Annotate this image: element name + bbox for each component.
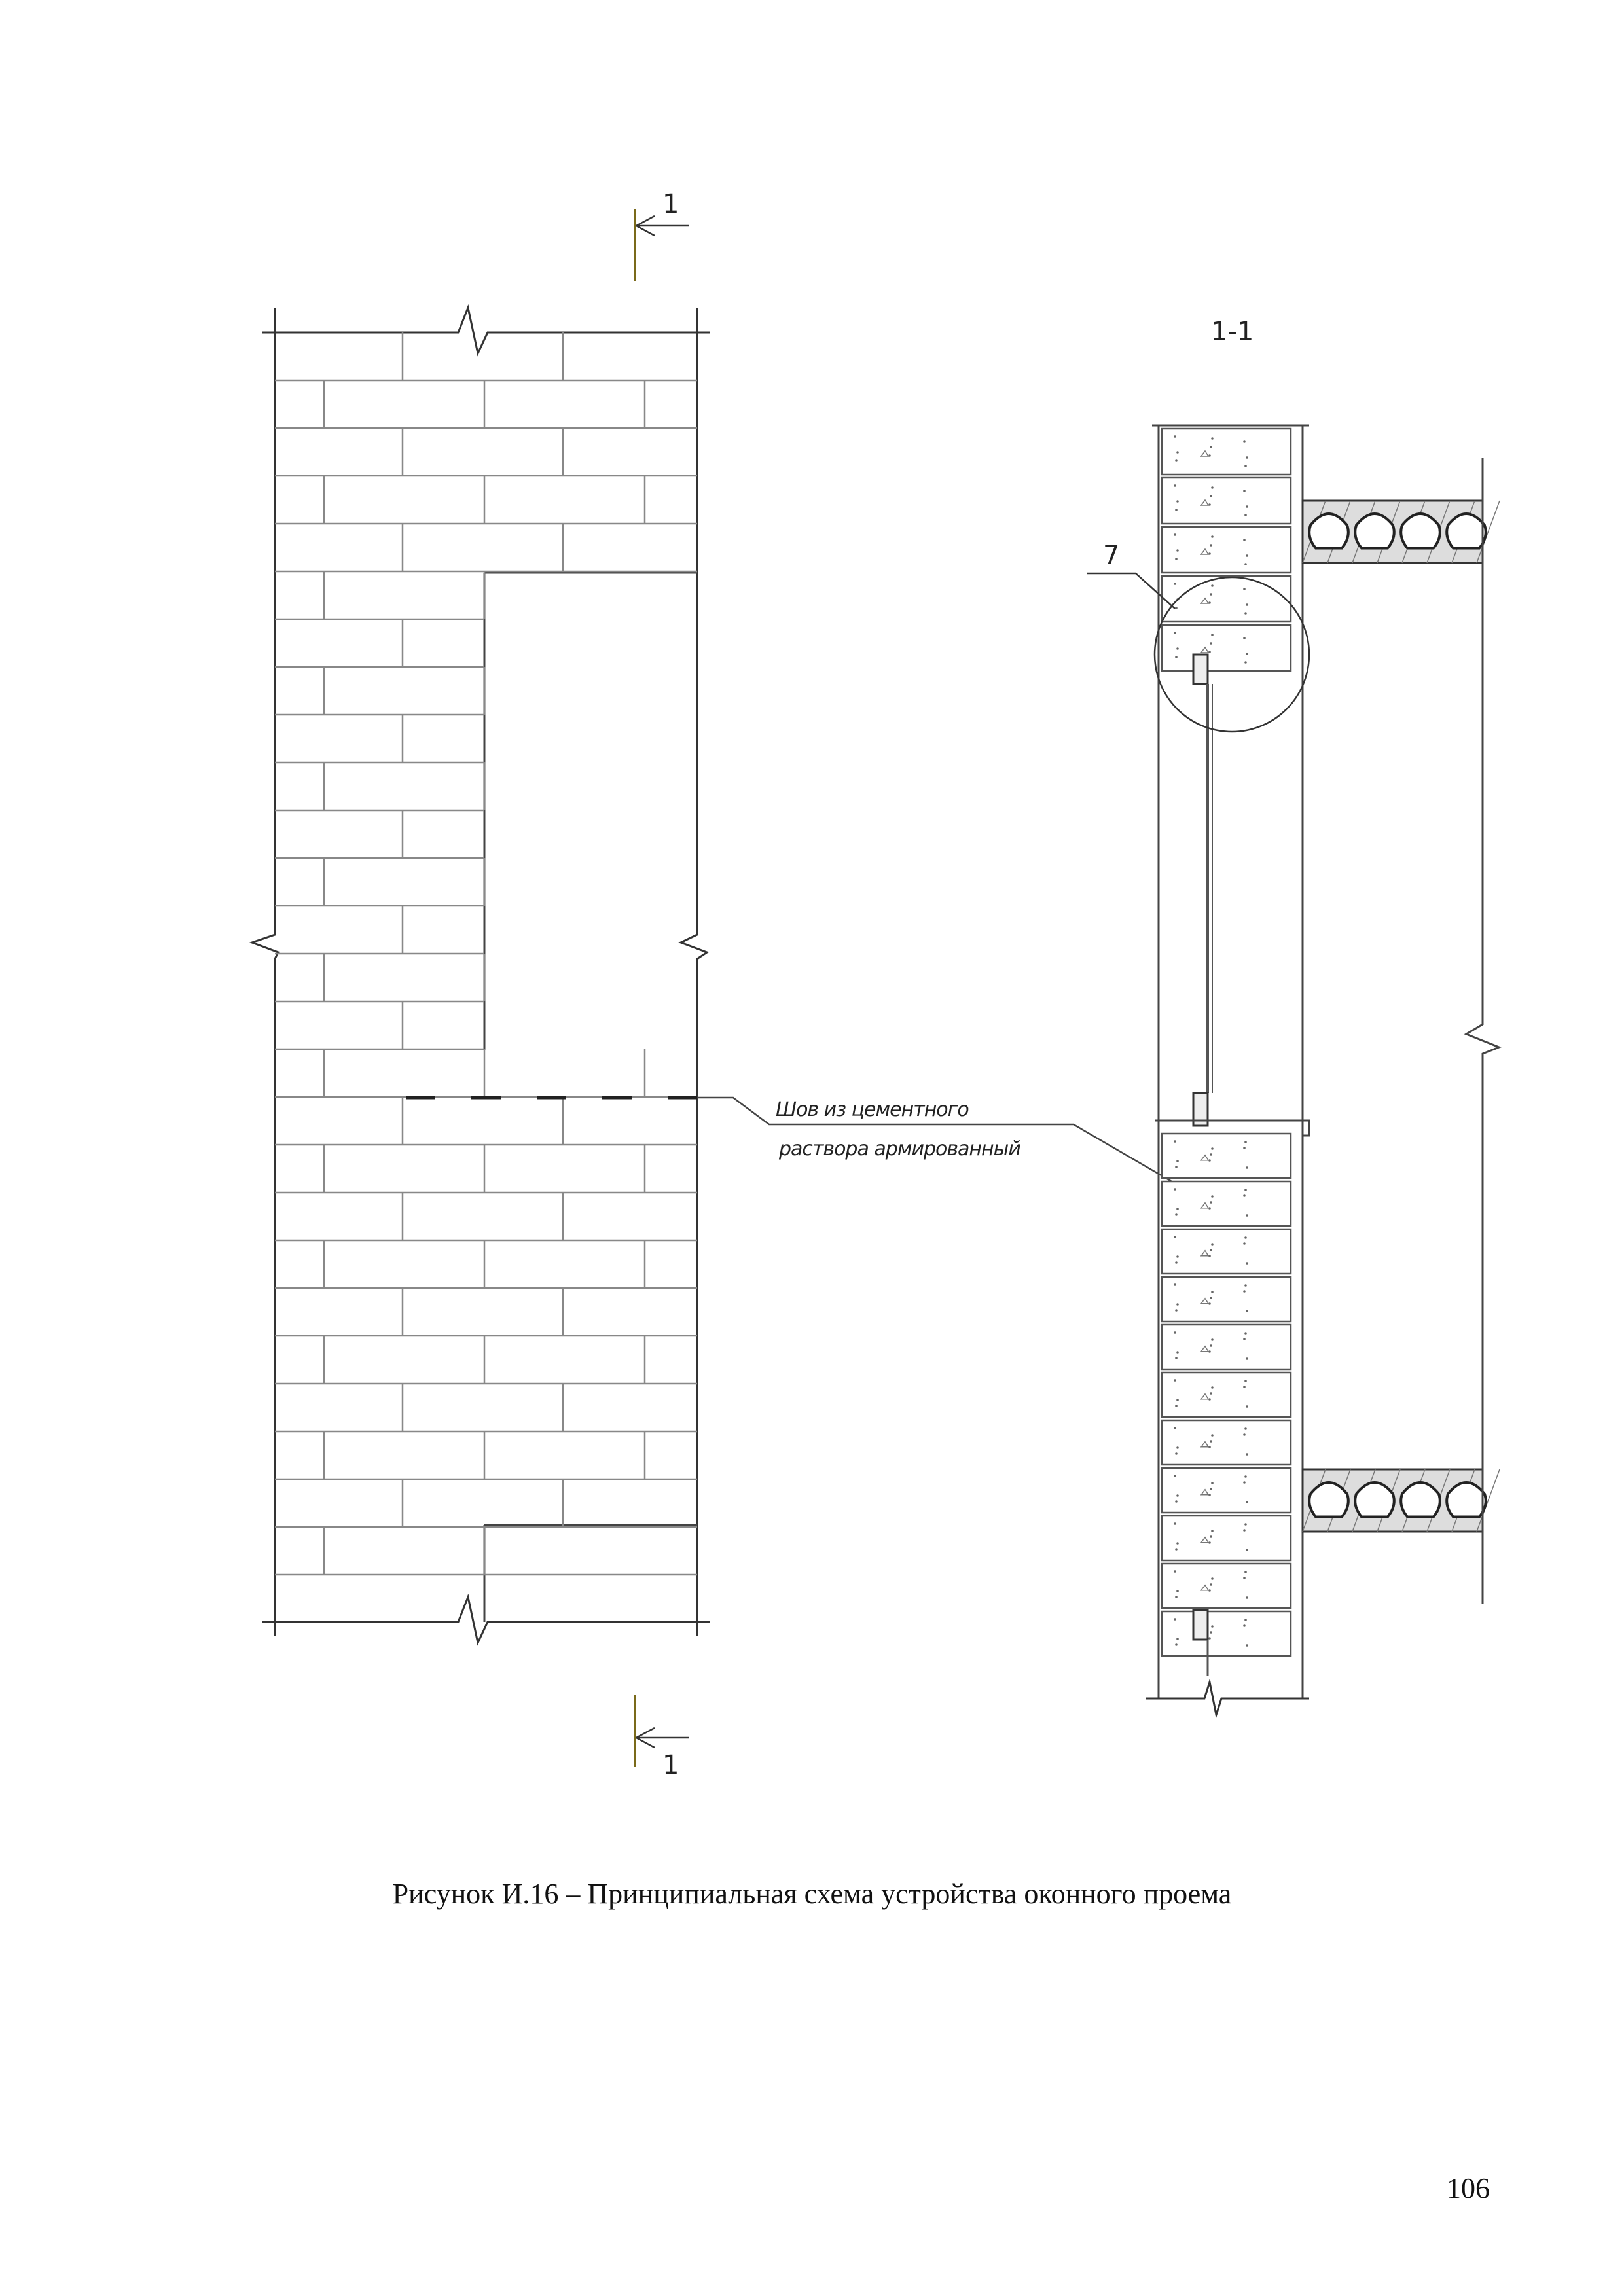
block-texture-dot bbox=[1176, 451, 1179, 454]
block-texture-dot bbox=[1210, 1583, 1212, 1586]
block-texture-dot bbox=[1244, 465, 1247, 467]
annotation-line-1: Шов из цементного bbox=[776, 1098, 969, 1121]
slab-void bbox=[1355, 514, 1394, 548]
aerated-block bbox=[1162, 625, 1291, 671]
block-texture-dot bbox=[1176, 1446, 1179, 1449]
annotation-line-2: раствора армированный bbox=[779, 1138, 1020, 1160]
block-texture-dot bbox=[1211, 1386, 1214, 1389]
elevation-right-edge bbox=[681, 308, 707, 1636]
block-texture-dot bbox=[1176, 549, 1179, 552]
block-texture-dot bbox=[1174, 1283, 1176, 1286]
aerated-block bbox=[1162, 1372, 1291, 1417]
page-number: 106 bbox=[1447, 2172, 1490, 2204]
brick-courses bbox=[275, 332, 697, 1575]
block-texture-dot bbox=[1174, 1331, 1176, 1334]
block-texture-dot bbox=[1176, 1399, 1179, 1401]
block-texture-dot bbox=[1243, 1529, 1246, 1532]
block-texture-dot bbox=[1244, 1571, 1247, 1573]
block-texture-dot bbox=[1210, 446, 1212, 448]
slab-void bbox=[1447, 514, 1486, 548]
block-texture-dot bbox=[1243, 539, 1246, 541]
block-texture-dot bbox=[1246, 1453, 1248, 1456]
aerated-block bbox=[1162, 1277, 1291, 1321]
block-texture-dot bbox=[1211, 486, 1214, 489]
block-texture-dot bbox=[1243, 1338, 1246, 1340]
aerated-block bbox=[1162, 1181, 1291, 1226]
block-texture-dot bbox=[1174, 435, 1176, 438]
block-texture-dot bbox=[1246, 554, 1248, 557]
block-texture-dot bbox=[1175, 1357, 1178, 1359]
block-texture-dot bbox=[1210, 642, 1212, 645]
block-texture-dot bbox=[1174, 1140, 1176, 1143]
elevation-bottom-break-line bbox=[262, 1597, 710, 1643]
block-texture-dot bbox=[1210, 1392, 1212, 1395]
block-texture-dot bbox=[1243, 1242, 1246, 1245]
wall-elevation bbox=[252, 308, 710, 1643]
section-mark-bottom bbox=[635, 1695, 689, 1780]
aerated-block bbox=[1162, 576, 1291, 622]
block-texture-dot bbox=[1244, 1619, 1247, 1621]
block-texture-dot bbox=[1246, 1357, 1248, 1360]
aerated-block bbox=[1162, 1420, 1291, 1465]
block-texture-dot bbox=[1176, 1351, 1179, 1354]
elevation-left-edge bbox=[252, 308, 278, 1636]
slab-void bbox=[1309, 514, 1348, 548]
block-texture-dot bbox=[1175, 1643, 1178, 1646]
block-texture-dot bbox=[1244, 1523, 1247, 1526]
block-texture-dot bbox=[1176, 1590, 1179, 1592]
aerated-block bbox=[1162, 1229, 1291, 1274]
block-texture-dot bbox=[1174, 1379, 1176, 1382]
slab-void bbox=[1447, 1482, 1486, 1517]
block-texture-dot bbox=[1211, 1482, 1214, 1484]
aerated-block bbox=[1162, 527, 1291, 573]
block-texture-dot bbox=[1246, 1166, 1248, 1169]
block-texture-dot bbox=[1210, 1344, 1212, 1347]
detail-callout-number: 7 bbox=[1103, 541, 1120, 571]
block-texture-dot bbox=[1243, 1577, 1246, 1579]
block-texture-dot bbox=[1175, 1452, 1178, 1455]
block-texture-dot bbox=[1210, 1488, 1212, 1490]
block-texture-dot bbox=[1210, 1153, 1212, 1156]
aerated-block bbox=[1162, 478, 1291, 524]
block-texture-dot bbox=[1211, 634, 1214, 636]
block-texture-dot bbox=[1243, 1147, 1246, 1149]
block-texture-dot bbox=[1244, 1141, 1247, 1143]
aerated-block bbox=[1162, 1564, 1291, 1608]
slab-void bbox=[1355, 1482, 1394, 1517]
block-texture-dot bbox=[1210, 1631, 1212, 1634]
aerated-block bbox=[1162, 1468, 1291, 1513]
block-texture-dot bbox=[1243, 588, 1246, 590]
block-texture-dot bbox=[1246, 505, 1248, 508]
block-texture-dot bbox=[1176, 1494, 1179, 1497]
block-texture-dot bbox=[1175, 1548, 1178, 1551]
block-texture-dot bbox=[1243, 1194, 1246, 1197]
block-texture-dot bbox=[1246, 1501, 1248, 1503]
block-texture-dot bbox=[1244, 563, 1247, 565]
block-texture-dot bbox=[1174, 1570, 1176, 1573]
block-texture-dot bbox=[1174, 583, 1176, 585]
block-texture-dot bbox=[1243, 1624, 1246, 1627]
slab-void bbox=[1401, 1482, 1440, 1517]
block-texture-dot bbox=[1246, 1262, 1248, 1265]
block-texture-dot bbox=[1210, 544, 1212, 547]
aerated-block bbox=[1162, 1516, 1291, 1560]
block-texture-dot bbox=[1244, 1284, 1247, 1287]
block-courses bbox=[1162, 429, 1291, 1656]
floor-slabs bbox=[1303, 501, 1500, 1532]
block-texture-dot bbox=[1246, 1310, 1248, 1312]
block-texture-dot bbox=[1244, 612, 1247, 615]
aerated-block bbox=[1162, 429, 1291, 475]
block-texture-dot bbox=[1176, 1255, 1179, 1258]
block-texture-dot bbox=[1243, 490, 1246, 492]
block-texture-dot bbox=[1175, 1261, 1178, 1264]
block-texture-dot bbox=[1211, 1147, 1214, 1150]
block-texture-dot bbox=[1243, 1386, 1246, 1388]
block-texture-dot bbox=[1246, 1214, 1248, 1217]
slab-void bbox=[1401, 514, 1440, 548]
block-texture-dot bbox=[1175, 1596, 1178, 1598]
block-texture-dot bbox=[1211, 1625, 1214, 1628]
block-texture-dot bbox=[1246, 1549, 1248, 1551]
block-texture-dot bbox=[1211, 437, 1214, 440]
section-mark-bottom-label: 1 bbox=[662, 1750, 679, 1780]
block-texture-dot bbox=[1211, 535, 1214, 538]
block-texture-dot bbox=[1175, 558, 1178, 560]
block-texture-dot bbox=[1243, 1433, 1246, 1436]
block-texture-dot bbox=[1174, 1188, 1176, 1191]
block-texture-dot bbox=[1244, 1380, 1247, 1382]
block-texture-dot bbox=[1211, 584, 1214, 587]
block-texture-dot bbox=[1210, 1201, 1212, 1204]
block-texture-dot bbox=[1246, 1644, 1248, 1647]
block-texture-dot bbox=[1211, 1243, 1214, 1246]
block-texture-dot bbox=[1210, 1249, 1212, 1251]
block-texture-dot bbox=[1176, 1160, 1179, 1162]
block-texture-dot bbox=[1210, 593, 1212, 596]
block-texture-dot bbox=[1211, 1434, 1214, 1437]
block-texture-dot bbox=[1174, 632, 1176, 634]
block-texture-dot bbox=[1175, 459, 1178, 462]
block-texture-dot bbox=[1175, 1309, 1178, 1312]
aerated-block bbox=[1162, 1611, 1291, 1656]
block-texture-dot bbox=[1174, 1236, 1176, 1238]
block-texture-dot bbox=[1244, 1475, 1247, 1478]
block-texture-dot bbox=[1246, 653, 1248, 655]
block-texture-dot bbox=[1246, 1405, 1248, 1408]
block-texture-dot bbox=[1246, 456, 1248, 459]
reinforced-joint-annotation bbox=[697, 1098, 1175, 1183]
block-texture-dot bbox=[1244, 1236, 1247, 1239]
block-texture-dot bbox=[1211, 1530, 1214, 1532]
block-texture-dot bbox=[1210, 495, 1212, 497]
block-texture-dot bbox=[1211, 1577, 1214, 1580]
block-texture-dot bbox=[1174, 1618, 1176, 1621]
block-texture-dot bbox=[1244, 514, 1247, 516]
block-texture-dot bbox=[1244, 1332, 1247, 1335]
block-texture-dot bbox=[1210, 1297, 1212, 1299]
section-mark-top-label: 1 bbox=[662, 189, 679, 219]
elevation-top-break-line bbox=[262, 308, 710, 353]
block-texture-dot bbox=[1176, 1208, 1179, 1210]
block-texture-dot bbox=[1210, 1440, 1212, 1443]
block-texture-dot bbox=[1175, 656, 1178, 658]
block-texture-dot bbox=[1174, 1522, 1176, 1525]
block-texture-dot bbox=[1244, 1189, 1247, 1191]
block-texture-dot bbox=[1175, 1213, 1178, 1216]
block-texture-dot bbox=[1211, 1338, 1214, 1341]
figure-caption: Рисунок И.16 – Принципиальная схема устройства оконного проема bbox=[392, 1878, 1232, 1910]
block-texture-dot bbox=[1246, 1596, 1248, 1599]
block-texture-dot bbox=[1176, 500, 1179, 503]
block-texture-dot bbox=[1174, 533, 1176, 536]
block-texture-dot bbox=[1211, 1291, 1214, 1293]
section-right-line bbox=[1466, 458, 1499, 1604]
block-texture-dot bbox=[1174, 1475, 1176, 1477]
section-title: 1-1 bbox=[1211, 317, 1254, 347]
block-texture-dot bbox=[1210, 1535, 1212, 1538]
block-texture-dot bbox=[1174, 1427, 1176, 1429]
block-texture-dot bbox=[1175, 509, 1178, 511]
aerated-block bbox=[1162, 1134, 1291, 1178]
block-texture-dot bbox=[1243, 440, 1246, 443]
block-texture-dot bbox=[1175, 1166, 1178, 1168]
block-texture-dot bbox=[1175, 1405, 1178, 1407]
block-texture-dot bbox=[1244, 1427, 1247, 1430]
block-texture-dot bbox=[1174, 484, 1176, 487]
block-texture-dot bbox=[1175, 1500, 1178, 1503]
block-texture-dot bbox=[1244, 661, 1247, 664]
block-texture-dot bbox=[1243, 1481, 1246, 1484]
block-texture-dot bbox=[1211, 1195, 1214, 1198]
block-texture-dot bbox=[1243, 637, 1246, 639]
block-texture-dot bbox=[1243, 1290, 1246, 1293]
wall-section bbox=[1087, 425, 1309, 1715]
block-texture-dot bbox=[1176, 1303, 1179, 1306]
section-mark-top bbox=[635, 189, 689, 281]
block-texture-dot bbox=[1176, 647, 1179, 650]
block-texture-dot bbox=[1246, 603, 1248, 606]
slab-void bbox=[1309, 1482, 1348, 1517]
block-texture-dot bbox=[1176, 1542, 1179, 1545]
block-texture-dot bbox=[1176, 1638, 1179, 1640]
aerated-block bbox=[1162, 1325, 1291, 1369]
